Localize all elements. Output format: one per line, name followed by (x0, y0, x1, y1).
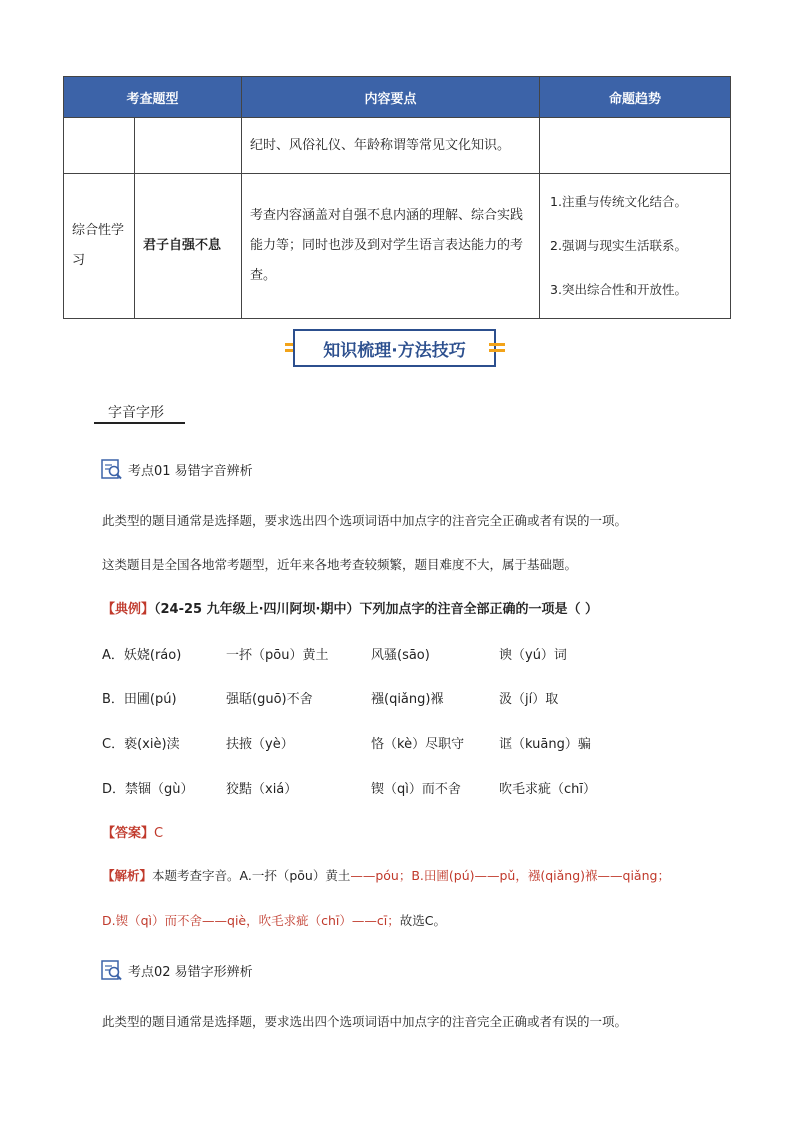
table-cell-content: 考查内容涵盖对自强不息内涵的理解、综合实践能力等；同时也涉及到对学生语言表达能力的考查。 (242, 174, 540, 319)
table-row (64, 174, 731, 319)
answer-value: C (154, 826, 164, 841)
knowledge-point-title: 考点02 易错字形辨析 (128, 964, 253, 980)
analysis-line-2 (102, 911, 446, 929)
analysis-text: 本题考查字音。A.一抔（pōu）黄土 (152, 868, 351, 883)
analysis-line-1 (102, 866, 670, 884)
analysis-tag: 【解析】 (102, 868, 153, 883)
option-a-2: 一抔（pōu）黄土 (226, 648, 329, 663)
section-underline (94, 422, 185, 424)
header-trend: 命题趋势 (540, 77, 731, 118)
banner-right-decoration (489, 343, 505, 352)
option-a-1: A．妖娆(ráo) (102, 648, 182, 663)
table-cell-content: 纪时、风俗礼仪、年龄称谓等常见文化知识。 (242, 118, 540, 174)
paragraph: 此类型的题目通常是选择题，要求选出四个选项词语中加点字的注音完全正确或者有误的一项。 (102, 1014, 628, 1029)
option-b-3: 襁(qiǎng)褓 (371, 692, 444, 707)
option-c-3: 恪（kè）尽职守 (371, 737, 465, 752)
table-cell-topic: 君子自强不息 (135, 174, 242, 319)
answer-tag: 【答案】 (102, 826, 155, 841)
analysis-text: 故选C。 (399, 913, 446, 928)
option-b-1: B．田圃(pú) (102, 692, 177, 707)
option-c-2: 扶掖（yè） (226, 737, 294, 752)
header-type: 考查题型 (64, 77, 242, 118)
paragraph: 此类型的题目通常是选择题，要求选出四个选项词语中加点字的注音完全正确或者有误的一项。 (102, 513, 628, 528)
table-cell (540, 118, 731, 174)
option-d-4: 吹毛求疵（chī） (499, 782, 596, 797)
header-content: 内容要点 (242, 77, 540, 118)
section-banner: 知识梳理·方法技巧 (293, 329, 496, 367)
knowledge-point-title: 考点01 易错字音辨析 (128, 463, 253, 479)
answer (102, 822, 163, 841)
option-d-2: 狡黠（xiá） (226, 782, 298, 797)
trend-item: 2.强调与现实生活联系。 (550, 238, 687, 253)
section-title: 字音字形 (108, 405, 164, 421)
magnifier-book-icon (100, 457, 124, 481)
example-question (102, 598, 598, 617)
exam-table (63, 76, 731, 319)
option-c-1: C．亵(xiè)渎 (102, 737, 180, 752)
option-d-3: 锲（qì）而不舍 (371, 782, 461, 797)
example-tag: 【典例】 (102, 602, 155, 617)
paragraph: 这类题目是全国各地常考题型，近年来各地考查较频繁，题目难度不大，属于基础题。 (102, 557, 578, 572)
option-b-2: 强聒(guō)不舍 (226, 692, 313, 707)
example-text: （24-25 九年级上·四川阿坝·期中）下列加点字的注音全部正确的一项是（ ） (154, 602, 599, 617)
trend-item: 1.注重与传统文化结合。 (550, 194, 687, 209)
option-a-3: 风骚(sāo) (371, 648, 430, 663)
table-cell (64, 118, 135, 174)
table-header-row (64, 77, 731, 118)
option-a-4: 谀（yú）词 (499, 648, 567, 663)
knowledge-point-2 (100, 957, 253, 983)
analysis-text-red: ——póu；B.田圃(pú)——pǔ，襁(qiǎng)褓——qiǎng； (350, 868, 670, 883)
analysis-text-red: D.锲（qì）而不舍——qiè，吹毛求疵（chī）——cī； (102, 913, 400, 928)
option-c-4: 诓（kuāng）骗 (499, 737, 591, 752)
knowledge-point-1 (100, 456, 253, 482)
table-cell (135, 118, 242, 174)
trend-item: 3.突出综合性和开放性。 (550, 282, 687, 297)
table-cell-trends (540, 174, 731, 319)
option-d-1: D．禁锢（gù） (102, 782, 194, 797)
magnifier-book-icon (100, 958, 124, 982)
table-cell-category: 综合性学习 (64, 174, 135, 319)
option-b-4: 汲（jí）取 (499, 692, 559, 707)
table-row (64, 118, 731, 174)
